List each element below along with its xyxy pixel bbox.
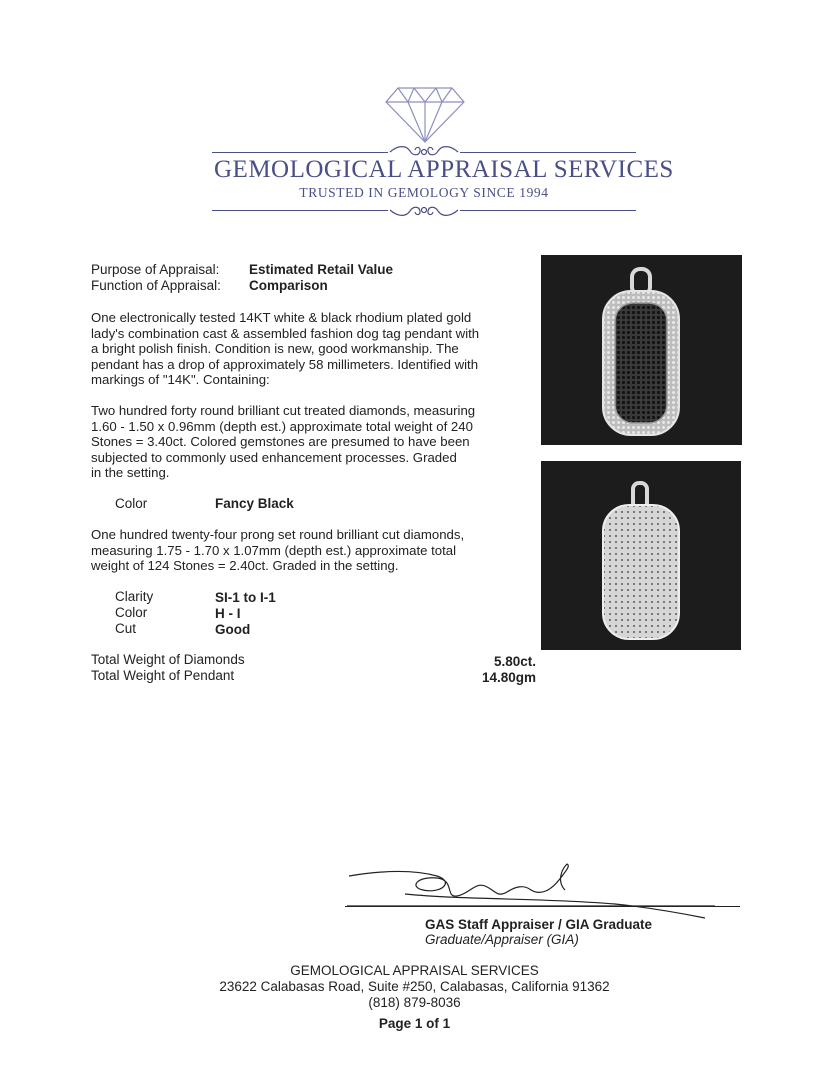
flourish-icon <box>388 201 460 219</box>
description-line: pendant has a drop of approximately 58 millimeters. Identified with <box>91 356 479 372</box>
clarity-value: SI-1 to I-1 <box>215 590 276 605</box>
description-line: a bright polish finish. Condition is new, good workmanship. The <box>91 341 459 357</box>
appraiser-title: GAS Staff Appraiser / GIA Graduate <box>425 917 653 932</box>
stones-description-2 <box>91 527 511 574</box>
appraiser-subtitle: Graduate/Appraiser (GIA) <box>425 932 579 947</box>
purpose-value: Estimated Retail Value <box>249 262 394 277</box>
pendant-front-image <box>541 255 742 445</box>
total-pendant-value: 14.80gm <box>481 670 536 685</box>
signature-image <box>345 860 715 922</box>
description-line: lady's combination cast & assembled fashion dog tag pendant with <box>91 325 480 341</box>
color1-value: Fancy Black <box>215 496 294 511</box>
company-tagline: TRUSTED IN GEMOLOGY SINCE 1994 <box>299 185 549 200</box>
logo <box>0 0 829 230</box>
header-rule-top-right <box>460 152 636 153</box>
total-pendant-label: Total Weight of Pendant <box>91 668 235 683</box>
stones2-line: weight of 124 Stones = 2.40ct. Graded in the setting. <box>91 558 399 574</box>
description-line: markings of "14K". Containing: <box>91 372 270 388</box>
pendant-back-image <box>541 461 741 650</box>
cut-value: Good <box>215 622 251 637</box>
footer-address: 23622 Calabasas Road, Suite #250, Calabasas, California 91362 <box>219 979 610 994</box>
footer-phone: (818) 879-8036 <box>368 995 461 1010</box>
pendant-photo-back <box>541 461 741 650</box>
footer-company: GEMOLOGICAL APPRAISAL SERVICES <box>290 963 539 978</box>
color1-label: Color <box>115 496 148 511</box>
color2-value: H - I <box>215 606 241 621</box>
clarity-label: Clarity <box>115 589 154 604</box>
stones1-line: 1.60 - 1.50 x 0.96mm (depth est.) approximate total weight of 240 <box>91 418 473 434</box>
header-rule-top-left <box>212 152 388 153</box>
company-name: GEMOLOGICAL APPRAISAL SERVICES <box>214 156 674 183</box>
total-diamonds-value: 5.80ct. <box>493 654 536 669</box>
function-value: Comparison <box>249 278 328 293</box>
signature-line <box>345 906 740 907</box>
header-rule-bottom-right <box>460 210 636 211</box>
function-label: Function of Appraisal: <box>91 278 221 293</box>
stones2-line: One hundred twenty-four prong set round brilliant cut diamonds, <box>91 527 465 542</box>
stones1-line: Two hundred forty round brilliant cut treated diamonds, measuring <box>91 403 476 418</box>
diamond-icon <box>384 84 466 144</box>
total-diamonds-label: Total Weight of Diamonds <box>91 652 245 667</box>
stones1-line: Stones = 3.40ct. Colored gemstones are presumed to have been <box>91 434 470 450</box>
stones2-line: measuring 1.75 - 1.70 x 1.07mm (depth est.) approximate total <box>91 542 457 558</box>
header-rule-bottom-left <box>212 210 388 211</box>
page-number: Page 1 of 1 <box>378 1016 451 1031</box>
color2-label: Color <box>115 605 148 620</box>
purpose-label: Purpose of Appraisal: <box>91 262 220 277</box>
description-line: One electronically tested 14KT white & black rhodium plated gold <box>91 310 472 325</box>
pendant-photo-front <box>541 255 742 445</box>
stones-description-1 <box>91 403 511 481</box>
cut-label: Cut <box>115 621 137 636</box>
item-description <box>91 310 511 388</box>
stones1-line: in the setting. <box>91 465 170 481</box>
stones1-line: subjected to commonly used enhancement processes. Graded <box>91 449 457 465</box>
